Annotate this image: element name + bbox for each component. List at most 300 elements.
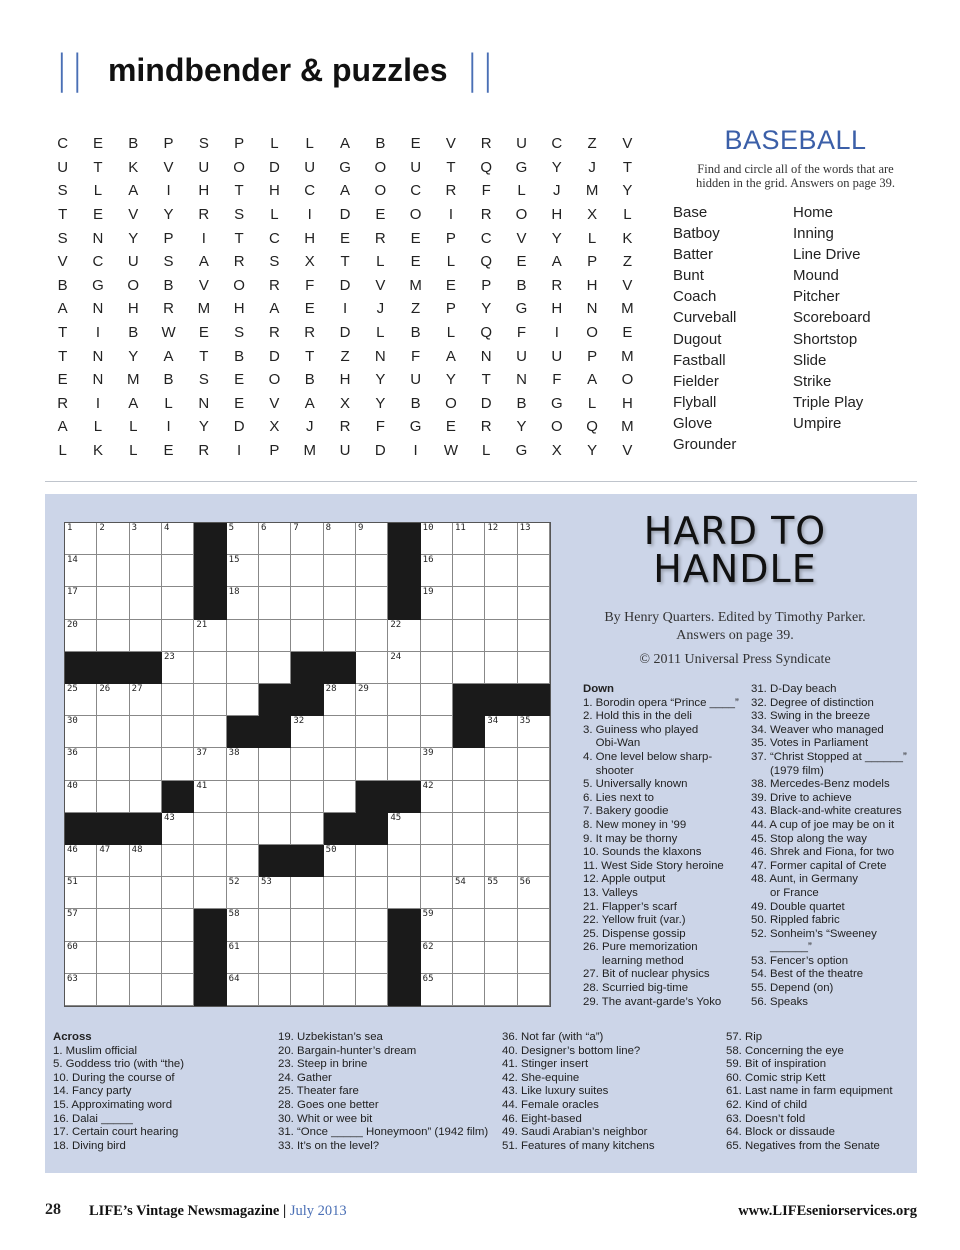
wordsearch-letter[interactable]: B bbox=[304, 371, 315, 389]
crossword-cell[interactable] bbox=[324, 716, 356, 748]
crossword-cell[interactable] bbox=[453, 877, 485, 909]
wordsearch-letter[interactable]: T bbox=[93, 158, 103, 176]
wordsearch-letter[interactable]: L bbox=[446, 253, 456, 271]
wordsearch-letter[interactable]: B bbox=[163, 371, 174, 389]
wordsearch-letter[interactable]: O bbox=[621, 371, 634, 389]
wordsearch-letter[interactable]: I bbox=[166, 182, 171, 200]
wordsearch-letter[interactable]: N bbox=[92, 347, 104, 365]
wordsearch-letter[interactable]: M bbox=[621, 300, 634, 318]
wordsearch-letter[interactable]: F bbox=[481, 182, 491, 200]
crossword-cell[interactable] bbox=[65, 523, 97, 555]
wordsearch-letter[interactable]: P bbox=[587, 253, 598, 271]
wordsearch-letter[interactable]: S bbox=[234, 206, 245, 224]
wordsearch-letter[interactable]: G bbox=[515, 158, 528, 176]
wordsearch-letter[interactable]: O bbox=[445, 394, 457, 412]
crossword-cell[interactable] bbox=[194, 845, 226, 877]
wordsearch-letter[interactable]: M bbox=[197, 300, 211, 318]
wordsearch-letter[interactable]: R bbox=[551, 276, 563, 294]
wordsearch-letter[interactable]: T bbox=[199, 347, 209, 365]
wordsearch-letter[interactable]: L bbox=[270, 206, 279, 224]
wordsearch-letter[interactable]: Y bbox=[516, 418, 527, 436]
wordsearch-letter[interactable]: D bbox=[339, 324, 351, 342]
wordsearch-letter[interactable]: E bbox=[92, 206, 103, 224]
wordsearch-letter[interactable]: O bbox=[586, 324, 598, 342]
wordsearch-letter[interactable]: U bbox=[551, 347, 563, 365]
crossword-cell[interactable] bbox=[259, 781, 291, 813]
crossword-cell[interactable] bbox=[65, 684, 97, 716]
wordsearch-letter[interactable]: A bbox=[340, 135, 351, 153]
wordsearch-letter[interactable]: H bbox=[304, 229, 316, 247]
crossword-cell[interactable] bbox=[259, 620, 291, 652]
crossword-cell[interactable] bbox=[194, 652, 226, 684]
wordsearch-letter[interactable]: O bbox=[515, 206, 528, 224]
crossword-cell[interactable] bbox=[324, 523, 356, 555]
crossword-cell[interactable] bbox=[453, 942, 485, 974]
wordsearch-letter[interactable]: Q bbox=[480, 253, 493, 271]
wordsearch-letter[interactable]: H bbox=[233, 300, 245, 318]
crossword-cell[interactable] bbox=[97, 877, 129, 909]
crossword-cell[interactable] bbox=[518, 523, 550, 555]
crossword-cell[interactable] bbox=[65, 587, 97, 619]
crossword-cell[interactable] bbox=[162, 523, 194, 555]
crossword-cell[interactable] bbox=[453, 555, 485, 587]
wordsearch-letter[interactable]: T bbox=[58, 324, 68, 342]
wordsearch-letter[interactable]: U bbox=[304, 158, 316, 176]
wordsearch-letter[interactable]: R bbox=[269, 276, 280, 294]
wordsearch-letter[interactable]: L bbox=[623, 206, 632, 224]
crossword-cell[interactable] bbox=[259, 974, 291, 1006]
wordsearch-letter[interactable]: D bbox=[233, 418, 245, 436]
wordsearch-letter[interactable]: F bbox=[552, 371, 562, 389]
wordsearch-letter[interactable]: L bbox=[93, 418, 103, 436]
wordsearch-letter[interactable]: A bbox=[304, 394, 315, 412]
wordsearch-letter[interactable]: O bbox=[233, 158, 245, 176]
crossword-cell[interactable] bbox=[227, 652, 259, 684]
wordsearch-letter[interactable]: I bbox=[95, 324, 101, 342]
crossword-cell[interactable] bbox=[518, 813, 550, 845]
wordsearch-letter[interactable]: E bbox=[516, 253, 527, 271]
crossword-cell[interactable] bbox=[324, 748, 356, 780]
wordsearch-letter[interactable]: L bbox=[587, 229, 597, 247]
wordsearch-letter[interactable]: Y bbox=[622, 182, 633, 200]
wordsearch-letter[interactable]: L bbox=[270, 135, 279, 153]
wordsearch-letter[interactable]: O bbox=[374, 182, 387, 200]
crossword-cell[interactable] bbox=[259, 813, 291, 845]
crossword-cell[interactable] bbox=[97, 555, 129, 587]
wordsearch-letter[interactable]: P bbox=[445, 300, 456, 318]
wordsearch-letter[interactable]: I bbox=[237, 442, 242, 460]
wordsearch-letter[interactable]: B bbox=[128, 135, 139, 153]
crossword-cell[interactable] bbox=[518, 974, 550, 1006]
wordsearch-letter[interactable]: S bbox=[57, 182, 68, 200]
wordsearch-letter[interactable]: S bbox=[163, 253, 174, 271]
crossword-cell[interactable] bbox=[130, 716, 162, 748]
wordsearch-letter[interactable]: H bbox=[198, 182, 210, 200]
wordsearch-letter[interactable]: C bbox=[410, 182, 422, 200]
crossword-cell[interactable] bbox=[65, 845, 97, 877]
crossword-cell[interactable] bbox=[97, 781, 129, 813]
crossword-cell[interactable] bbox=[324, 942, 356, 974]
crossword-cell[interactable] bbox=[388, 877, 420, 909]
wordsearch-letter[interactable]: A bbox=[198, 253, 209, 271]
crossword-cell[interactable] bbox=[227, 587, 259, 619]
crossword-cell[interactable] bbox=[291, 748, 323, 780]
crossword-cell[interactable] bbox=[485, 587, 517, 619]
crossword-cell[interactable] bbox=[485, 974, 517, 1006]
crossword-cell[interactable] bbox=[291, 523, 323, 555]
crossword-cell[interactable] bbox=[356, 587, 388, 619]
wordsearch-letter[interactable]: L bbox=[58, 442, 67, 460]
wordsearch-letter[interactable]: P bbox=[163, 229, 174, 247]
crossword-cell[interactable] bbox=[453, 909, 485, 941]
wordsearch-letter[interactable]: C bbox=[92, 253, 104, 271]
crossword-cell[interactable] bbox=[227, 748, 259, 780]
wordsearch-letter[interactable]: Z bbox=[622, 253, 632, 271]
crossword-cell[interactable] bbox=[388, 748, 420, 780]
wordsearch-letter[interactable]: K bbox=[92, 442, 103, 460]
wordsearch-letter[interactable]: L bbox=[129, 442, 138, 460]
crossword-cell[interactable] bbox=[518, 845, 550, 877]
wordsearch-letter[interactable]: T bbox=[622, 158, 632, 176]
wordsearch-letter[interactable]: Y bbox=[587, 442, 598, 460]
crossword-cell[interactable] bbox=[227, 974, 259, 1006]
crossword-cell[interactable] bbox=[162, 909, 194, 941]
wordsearch-letter[interactable]: B bbox=[516, 276, 527, 294]
crossword-cell[interactable] bbox=[194, 748, 226, 780]
crossword-cell[interactable] bbox=[259, 523, 291, 555]
crossword-cell[interactable] bbox=[356, 652, 388, 684]
crossword-cell[interactable] bbox=[227, 523, 259, 555]
wordsearch-letter[interactable]: T bbox=[234, 229, 244, 247]
wordsearch-letter[interactable]: O bbox=[550, 418, 563, 436]
crossword-cell[interactable] bbox=[421, 781, 453, 813]
crossword-cell[interactable] bbox=[324, 877, 356, 909]
crossword-cell[interactable] bbox=[421, 620, 453, 652]
crossword-cell[interactable] bbox=[356, 909, 388, 941]
wordsearch-letter[interactable]: I bbox=[413, 442, 418, 460]
wordsearch-letter[interactable]: A bbox=[445, 347, 456, 365]
wordsearch-letter[interactable]: V bbox=[57, 253, 68, 271]
wordsearch-letter[interactable]: O bbox=[374, 158, 387, 176]
wordsearch-letter[interactable]: E bbox=[410, 253, 421, 271]
wordsearch-letter[interactable]: B bbox=[375, 135, 386, 153]
crossword-cell[interactable] bbox=[162, 748, 194, 780]
crossword-cell[interactable] bbox=[356, 748, 388, 780]
wordsearch-letter[interactable]: D bbox=[269, 347, 280, 365]
crossword-cell[interactable] bbox=[65, 974, 97, 1006]
crossword-cell[interactable] bbox=[291, 555, 323, 587]
wordsearch-letter[interactable]: N bbox=[516, 371, 527, 389]
wordsearch-letter[interactable]: B bbox=[128, 324, 139, 342]
crossword-cell[interactable] bbox=[518, 909, 550, 941]
wordsearch-letter[interactable]: F bbox=[411, 347, 421, 365]
wordsearch-letter[interactable]: R bbox=[480, 206, 492, 224]
wordsearch-letter[interactable]: Z bbox=[587, 135, 597, 153]
crossword-cell[interactable] bbox=[485, 942, 517, 974]
wordsearch-letter[interactable]: E bbox=[445, 418, 456, 436]
wordsearch-letter[interactable]: G bbox=[409, 418, 422, 436]
crossword-cell[interactable] bbox=[356, 555, 388, 587]
crossword-cell[interactable] bbox=[324, 909, 356, 941]
wordsearch-letter[interactable]: U bbox=[516, 135, 527, 153]
crossword-cell[interactable] bbox=[97, 845, 129, 877]
crossword-cell[interactable] bbox=[259, 555, 291, 587]
crossword-cell[interactable] bbox=[356, 523, 388, 555]
crossword-cell[interactable] bbox=[65, 909, 97, 941]
wordsearch-letter[interactable]: R bbox=[198, 442, 210, 460]
wordsearch-letter[interactable]: A bbox=[128, 182, 139, 200]
crossword-cell[interactable] bbox=[453, 748, 485, 780]
crossword-cell[interactable] bbox=[453, 620, 485, 652]
crossword-cell[interactable] bbox=[130, 909, 162, 941]
crossword-cell[interactable] bbox=[388, 684, 420, 716]
wordsearch-letter[interactable]: H bbox=[127, 300, 139, 318]
wordsearch-letter[interactable]: O bbox=[268, 371, 281, 389]
crossword-cell[interactable] bbox=[162, 974, 194, 1006]
wordsearch-letter[interactable]: G bbox=[515, 442, 528, 460]
crossword-cell[interactable] bbox=[453, 813, 485, 845]
crossword-cell[interactable] bbox=[162, 684, 194, 716]
wordsearch-letter[interactable]: R bbox=[480, 135, 492, 153]
crossword-cell[interactable] bbox=[485, 877, 517, 909]
crossword-cell[interactable] bbox=[421, 587, 453, 619]
crossword-cell[interactable] bbox=[130, 620, 162, 652]
wordsearch-letter[interactable]: D bbox=[339, 206, 351, 224]
crossword-cell[interactable] bbox=[227, 877, 259, 909]
wordsearch-letter[interactable]: R bbox=[198, 206, 210, 224]
crossword-cell[interactable] bbox=[291, 716, 323, 748]
wordsearch-letter[interactable]: B bbox=[234, 347, 245, 365]
crossword-cell[interactable] bbox=[356, 942, 388, 974]
crossword-cell[interactable] bbox=[194, 620, 226, 652]
wordsearch-letter[interactable]: T bbox=[481, 371, 491, 389]
crossword-cell[interactable] bbox=[453, 523, 485, 555]
wordsearch-letter[interactable]: C bbox=[269, 229, 280, 247]
wordsearch-letter[interactable]: J bbox=[588, 158, 596, 176]
crossword-cell[interactable] bbox=[227, 813, 259, 845]
wordsearch-letter[interactable]: M bbox=[621, 347, 634, 365]
crossword-cell[interactable] bbox=[130, 555, 162, 587]
crossword-cell[interactable] bbox=[356, 620, 388, 652]
wordsearch-letter[interactable]: U bbox=[198, 158, 210, 176]
wordsearch-letter[interactable]: X bbox=[340, 394, 351, 412]
crossword-cell[interactable] bbox=[388, 652, 420, 684]
wordsearch-letter[interactable]: M bbox=[585, 182, 599, 200]
wordsearch-letter[interactable]: Y bbox=[163, 206, 174, 224]
wordsearch-letter[interactable]: E bbox=[375, 206, 386, 224]
wordsearch-letter[interactable]: S bbox=[198, 135, 209, 153]
crossword-cell[interactable] bbox=[453, 974, 485, 1006]
crossword-cell[interactable] bbox=[65, 877, 97, 909]
crossword-cell[interactable] bbox=[259, 587, 291, 619]
wordsearch-letter[interactable]: K bbox=[622, 229, 633, 247]
wordsearch-letter[interactable]: U bbox=[410, 371, 422, 389]
crossword-cell[interactable] bbox=[162, 587, 194, 619]
wordsearch-letter[interactable]: A bbox=[163, 347, 174, 365]
wordsearch-letter[interactable]: T bbox=[58, 206, 68, 224]
wordsearch-letter[interactable]: F bbox=[305, 276, 315, 294]
crossword-cell[interactable] bbox=[453, 845, 485, 877]
wordsearch-letter[interactable]: J bbox=[305, 418, 314, 436]
crossword-cell[interactable] bbox=[97, 974, 129, 1006]
crossword-cell[interactable] bbox=[194, 716, 226, 748]
crossword-cell[interactable] bbox=[259, 748, 291, 780]
crossword-cell[interactable] bbox=[453, 781, 485, 813]
crossword-cell[interactable] bbox=[259, 942, 291, 974]
wordsearch-letter[interactable]: M bbox=[303, 442, 316, 460]
wordsearch-letter[interactable]: E bbox=[57, 371, 68, 389]
crossword-cell[interactable] bbox=[518, 620, 550, 652]
crossword-cell[interactable] bbox=[518, 587, 550, 619]
crossword-cell[interactable] bbox=[356, 845, 388, 877]
crossword-cell[interactable] bbox=[65, 781, 97, 813]
wordsearch-letter[interactable]: M bbox=[126, 371, 140, 389]
crossword-cell[interactable] bbox=[485, 652, 517, 684]
crossword-cell[interactable] bbox=[162, 813, 194, 845]
crossword-cell[interactable] bbox=[65, 620, 97, 652]
wordsearch-letter[interactable]: I bbox=[448, 206, 453, 224]
wordsearch-letter[interactable]: R bbox=[304, 324, 316, 342]
wordsearch-letter[interactable]: Y bbox=[128, 229, 139, 247]
wordsearch-letter[interactable]: L bbox=[517, 182, 526, 200]
wordsearch-letter[interactable]: H bbox=[621, 394, 633, 412]
crossword-cell[interactable] bbox=[421, 523, 453, 555]
wordsearch-letter[interactable]: I bbox=[201, 229, 206, 247]
wordsearch-letter[interactable]: E bbox=[410, 135, 421, 153]
crossword-cell[interactable] bbox=[162, 652, 194, 684]
crossword-cell[interactable] bbox=[97, 684, 129, 716]
wordsearch-letter[interactable]: H bbox=[586, 276, 598, 294]
wordsearch-letter[interactable]: B bbox=[163, 276, 174, 294]
wordsearch-letter[interactable]: O bbox=[409, 206, 422, 224]
crossword-cell[interactable] bbox=[227, 781, 259, 813]
wordsearch-letter[interactable]: A bbox=[57, 300, 68, 318]
crossword-cell[interactable] bbox=[421, 845, 453, 877]
crossword-cell[interactable] bbox=[485, 748, 517, 780]
wordsearch-letter[interactable]: L bbox=[446, 324, 456, 342]
wordsearch-letter[interactable]: Y bbox=[551, 158, 562, 176]
crossword-cell[interactable] bbox=[162, 555, 194, 587]
crossword-cell[interactable] bbox=[421, 684, 453, 716]
crossword-cell[interactable] bbox=[291, 620, 323, 652]
wordsearch-letter[interactable]: R bbox=[339, 418, 351, 436]
wordsearch-letter[interactable]: S bbox=[198, 371, 209, 389]
crossword-cell[interactable] bbox=[421, 748, 453, 780]
crossword-cell[interactable] bbox=[227, 684, 259, 716]
wordsearch-letter[interactable]: O bbox=[127, 276, 140, 294]
crossword-cell[interactable] bbox=[97, 716, 129, 748]
wordsearch-letter[interactable]: P bbox=[269, 442, 280, 460]
crossword-cell[interactable] bbox=[162, 716, 194, 748]
wordsearch-letter[interactable]: Z bbox=[340, 347, 350, 365]
wordsearch-letter[interactable]: V bbox=[622, 276, 633, 294]
wordsearch-letter[interactable]: W bbox=[161, 324, 176, 342]
wordsearch-letter[interactable]: L bbox=[129, 418, 138, 436]
crossword-cell[interactable] bbox=[65, 748, 97, 780]
wordsearch-letter[interactable]: E bbox=[163, 442, 174, 460]
wordsearch-letter[interactable]: X bbox=[551, 442, 562, 460]
wordsearch-letter[interactable]: Z bbox=[411, 300, 421, 318]
wordsearch-letter[interactable]: V bbox=[516, 229, 527, 247]
wordsearch-letter[interactable]: Q bbox=[480, 324, 493, 342]
wordsearch-letter[interactable]: E bbox=[234, 394, 245, 412]
wordsearch-letter[interactable]: D bbox=[339, 276, 351, 294]
wordsearch-letter[interactable]: F bbox=[516, 324, 527, 342]
wordsearch-letter[interactable]: P bbox=[163, 135, 174, 153]
wordsearch-letter[interactable]: N bbox=[374, 347, 386, 365]
wordsearch-letter[interactable]: V bbox=[128, 206, 139, 224]
wordsearch-letter[interactable]: E bbox=[198, 324, 209, 342]
crossword-cell[interactable] bbox=[421, 555, 453, 587]
crossword-cell[interactable] bbox=[259, 909, 291, 941]
wordsearch-letter[interactable]: R bbox=[374, 229, 386, 247]
crossword-cell[interactable] bbox=[485, 781, 517, 813]
wordsearch-letter[interactable]: N bbox=[586, 300, 598, 318]
crossword-cell[interactable] bbox=[324, 620, 356, 652]
wordsearch-letter[interactable]: V bbox=[198, 276, 209, 294]
wordsearch-letter[interactable]: G bbox=[550, 394, 563, 412]
crossword-cell[interactable] bbox=[194, 813, 226, 845]
crossword-cell[interactable] bbox=[518, 942, 550, 974]
crossword-cell[interactable] bbox=[485, 620, 517, 652]
wordsearch-letter[interactable]: L bbox=[164, 394, 173, 412]
crossword-cell[interactable] bbox=[130, 942, 162, 974]
wordsearch-letter[interactable]: R bbox=[163, 300, 174, 318]
wordsearch-letter[interactable]: Y bbox=[481, 300, 492, 318]
crossword-cell[interactable] bbox=[259, 877, 291, 909]
wordsearch-letter[interactable]: V bbox=[269, 394, 280, 412]
wordsearch-letter[interactable]: G bbox=[515, 300, 528, 318]
wordsearch-letter[interactable]: W bbox=[443, 442, 458, 460]
wordsearch-letter[interactable]: R bbox=[57, 394, 69, 412]
wordsearch-letter[interactable]: Y bbox=[375, 394, 386, 412]
crossword-cell[interactable] bbox=[97, 748, 129, 780]
crossword-cell[interactable] bbox=[324, 845, 356, 877]
crossword-cell[interactable] bbox=[388, 845, 420, 877]
crossword-cell[interactable] bbox=[97, 587, 129, 619]
wordsearch-letter[interactable]: B bbox=[410, 324, 421, 342]
crossword-cell[interactable] bbox=[356, 684, 388, 716]
wordsearch-letter[interactable]: P bbox=[234, 135, 245, 153]
wordsearch-letter[interactable]: T bbox=[58, 347, 68, 365]
wordsearch-letter[interactable]: C bbox=[57, 135, 69, 153]
wordsearch-letter[interactable]: C bbox=[304, 182, 316, 200]
crossword-cell[interactable] bbox=[130, 781, 162, 813]
crossword-cell[interactable] bbox=[227, 555, 259, 587]
wordsearch-letter[interactable]: V bbox=[445, 135, 456, 153]
crossword-cell[interactable] bbox=[227, 845, 259, 877]
wordsearch-letter[interactable]: S bbox=[234, 324, 245, 342]
crossword-cell[interactable] bbox=[291, 942, 323, 974]
wordsearch-letter[interactable]: E bbox=[304, 300, 315, 318]
crossword-cell[interactable] bbox=[485, 845, 517, 877]
crossword-cell[interactable] bbox=[162, 620, 194, 652]
wordsearch-letter[interactable]: A bbox=[340, 182, 351, 200]
wordsearch-letter[interactable]: E bbox=[92, 135, 103, 153]
crossword-cell[interactable] bbox=[388, 620, 420, 652]
crossword-cell[interactable] bbox=[356, 974, 388, 1006]
wordsearch-letter[interactable]: U bbox=[516, 347, 527, 365]
crossword-cell[interactable] bbox=[130, 684, 162, 716]
crossword-cell[interactable] bbox=[227, 909, 259, 941]
wordsearch-letter[interactable]: F bbox=[375, 418, 385, 436]
wordsearch-letter[interactable]: A bbox=[551, 253, 562, 271]
wordsearch-letter[interactable]: D bbox=[480, 394, 492, 412]
wordsearch-letter[interactable]: B bbox=[57, 276, 68, 294]
wordsearch-letter[interactable]: Y bbox=[445, 371, 456, 389]
crossword-cell[interactable] bbox=[130, 748, 162, 780]
crossword-cell[interactable] bbox=[453, 587, 485, 619]
